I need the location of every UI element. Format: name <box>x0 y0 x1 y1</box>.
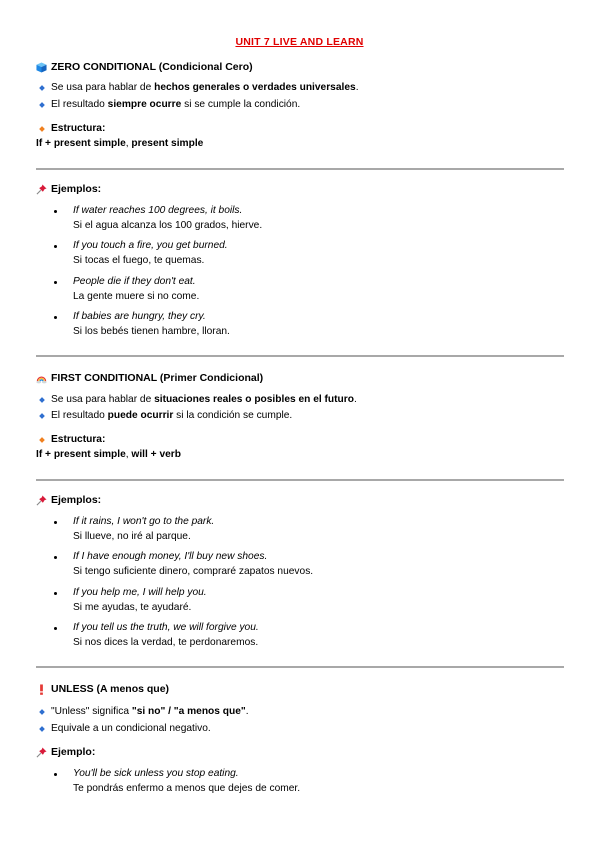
first-conditional-heading <box>36 372 263 384</box>
diamond-bullet-icon <box>39 85 45 91</box>
example-spanish: Si tengo suficiente dinero, compraré zapatos nuevos. <box>73 566 314 577</box>
formula-separator: , <box>125 449 132 460</box>
bullet-dot <box>54 627 57 630</box>
structure-label-text: Estructura: <box>51 123 106 134</box>
first-conditional-title: FIRST CONDITIONAL (Primer Condicional) <box>51 372 264 384</box>
pushpin-icon <box>36 184 47 195</box>
section-divider <box>36 666 564 668</box>
unless-title: UNLESS (A menos que) <box>51 683 170 695</box>
bullet-text-end: si la condición se cumple. <box>176 410 293 421</box>
bullet-dot <box>54 556 57 559</box>
formula-part-b: will + verb <box>131 449 181 460</box>
pushpin-icon <box>36 747 47 758</box>
diamond-bullet-icon <box>39 102 45 108</box>
first-bullet-2 <box>40 410 292 421</box>
diamond-bullet-icon <box>39 709 45 715</box>
unless-example-heading <box>36 746 95 758</box>
bullet-text: "Unless" significa <box>51 706 130 717</box>
page-title: UNIT 7 LIVE AND LEARN <box>235 36 364 48</box>
example-english: If you touch a fire, you get burned. <box>73 240 228 251</box>
example-english: If water reaches 100 degrees, it boils. <box>73 205 243 216</box>
zero-structure-label <box>40 123 105 134</box>
first-formula <box>36 449 181 460</box>
examples-label: Ejemplos: <box>51 494 102 506</box>
bullet-text: Se usa para hablar de <box>51 82 152 93</box>
bullet-dot <box>54 316 57 319</box>
example-english: If you tell us the truth, we will forgive you. <box>73 622 259 633</box>
example-english: If I have enough money, I'll buy new shoes. <box>73 551 268 562</box>
pushpin-icon <box>36 495 47 506</box>
bullet-dot <box>54 592 57 595</box>
example-english: People die if they don't eat. <box>73 276 196 287</box>
zero-formula <box>36 138 203 149</box>
example-english: You'll be sick unless you stop eating. <box>73 768 239 779</box>
diamond-bullet-icon <box>39 726 45 732</box>
bullet-bold-text: puede ocurrir <box>107 410 174 421</box>
bullet-dot <box>54 773 57 776</box>
example-english: If babies are hungry, they cry. <box>73 311 206 322</box>
examples-label: Ejemplos: <box>51 183 102 195</box>
diamond-bullet-icon <box>39 397 45 403</box>
structure-label-text: Estructura: <box>51 434 106 445</box>
example-spanish: La gente muere si no come. <box>73 291 200 302</box>
bullet-text: El resultado <box>51 410 105 421</box>
example-spanish: Si tocas el fuego, te quemas. <box>73 255 205 266</box>
bullet-bold-text: situaciones reales o posibles en el futuro <box>154 394 354 405</box>
bullet-text: Se usa para hablar de <box>51 394 152 405</box>
bullet-dot <box>54 210 57 213</box>
bullet-text-end: . <box>245 706 249 717</box>
unless-bullet-1 <box>40 706 249 717</box>
unless-bullet-2 <box>40 723 211 734</box>
bullet-text-end: . <box>353 394 357 405</box>
section-divider <box>36 479 564 481</box>
example-english: If you help me, I will help you. <box>73 587 207 598</box>
bullet-dot <box>54 521 57 524</box>
diamond-bullet-icon <box>39 413 45 419</box>
bullet-text-end: . <box>355 82 359 93</box>
zero-examples-heading <box>36 183 101 195</box>
example-spanish: Si los bebés tienen hambre, lloran. <box>73 326 230 337</box>
first-structure-label <box>40 434 105 445</box>
bullet-dot <box>54 245 57 248</box>
example-label: Ejemplo: <box>51 746 96 758</box>
formula-part-a: If + present simple <box>36 449 126 460</box>
zero-conditional-heading <box>36 61 253 73</box>
exclamation-icon <box>36 684 47 695</box>
example-english: If it rains, I won't go to the park. <box>73 516 215 527</box>
first-examples-heading <box>36 494 101 506</box>
zero-bullet-2 <box>40 99 300 110</box>
cube-icon <box>36 62 47 73</box>
bullet-text: Equivale a un condicional negativo. <box>51 723 211 734</box>
section-divider <box>36 168 564 170</box>
example-spanish: Si nos dices la verdad, te perdonaremos. <box>73 637 259 648</box>
example-spanish: Si me ayudas, te ayudaré. <box>73 602 192 613</box>
example-spanish: Si llueve, no iré al parque. <box>73 531 191 542</box>
formula-separator: , <box>125 138 132 149</box>
rainbow-icon <box>36 373 47 384</box>
formula-part-a: If + present simple <box>36 138 126 149</box>
bullet-text: El resultado <box>51 99 105 110</box>
bullet-bold-text: "si no" / "a menos que" <box>131 706 246 717</box>
unless-heading <box>36 683 169 695</box>
orange-diamond-icon <box>39 437 45 443</box>
bullet-bold-text: siempre ocurre <box>107 99 182 110</box>
bullet-dot <box>54 281 57 284</box>
section-divider <box>36 355 564 357</box>
bullet-bold-text: hechos generales o verdades universales <box>154 82 356 93</box>
example-spanish: Te pondrás enfermo a menos que dejes de comer. <box>73 783 301 794</box>
zero-bullet-1 <box>40 82 359 93</box>
zero-conditional-title: ZERO CONDITIONAL (Condicional Cero) <box>51 61 253 73</box>
first-bullet-1 <box>40 394 357 405</box>
example-spanish: Si el agua alcanza los 100 grados, hierve. <box>73 220 263 231</box>
orange-diamond-icon <box>39 126 45 132</box>
bullet-text-end: si se cumple la condición. <box>184 99 301 110</box>
formula-part-b: present simple <box>131 138 204 149</box>
